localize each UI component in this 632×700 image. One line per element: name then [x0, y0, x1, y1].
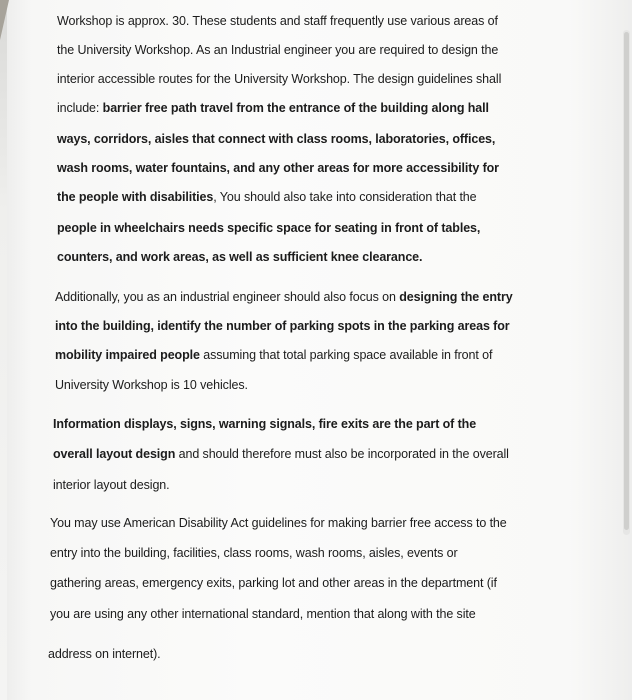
text-line: [57, 160, 499, 176]
text-line: [57, 71, 501, 87]
text-span: include:: [57, 101, 103, 115]
text-span: You may use American Disability Act guidelines for making barrier free access to the: [50, 516, 507, 530]
bold-text-span: wash rooms, water fountains, and any other areas for more accessibility for: [57, 161, 499, 175]
text-line: [57, 100, 489, 116]
scrollbar-thumb[interactable]: [624, 32, 629, 530]
text-line: [53, 446, 509, 462]
text-line: [50, 606, 476, 622]
bold-text-span: Information displays, signs, warning signals, fire exits are the part of the: [53, 417, 477, 431]
text-span: Workshop is approx. 30. These students and staff frequently use various areas of: [57, 14, 498, 28]
text-span: interior accessible routes for the University Workshop. The design guidelines shall: [57, 72, 502, 86]
bold-text-span: ways, corridors, aisles that connect with class rooms, laboratories, offices,: [57, 132, 496, 146]
text-span: interior layout design.: [53, 478, 170, 492]
text-line: [57, 249, 422, 265]
text-line: [55, 289, 513, 305]
text-line: [55, 347, 492, 363]
text-line: [50, 575, 497, 591]
bold-text-span: designing the entry: [399, 290, 513, 304]
text-span: you are using any other international standard, mention that along with the site: [50, 607, 476, 621]
text-line: [50, 515, 507, 531]
text-line: [57, 42, 498, 58]
text-line: [55, 377, 248, 393]
text-span: entry into the building, facilities, class rooms, wash rooms, aisles, events or: [50, 546, 458, 560]
text-span: address on internet).: [48, 647, 161, 661]
text-line: [57, 13, 498, 29]
corner-shadow: [0, 0, 9, 40]
text-span: assuming that total parking space available in front of: [199, 348, 493, 362]
bold-text-span: overall layout design: [53, 447, 176, 461]
bold-text-span: people in wheelchairs needs specific space for seating in front of tables,: [57, 221, 481, 235]
bold-text-span: barrier free path travel from the entrance of the building along hall: [102, 101, 489, 115]
text-line: [57, 189, 477, 205]
bold-text-span: mobility impaired people: [55, 348, 200, 362]
text-span: and should therefore must also be incorporated in the overall: [175, 447, 509, 461]
text-line: [48, 646, 161, 662]
text-line: [53, 477, 170, 493]
bold-text-span: the people with disabilities: [57, 190, 214, 204]
bold-text-span: counters, and work areas, as well as sufficient knee clearance.: [57, 250, 423, 264]
text-span: gathering areas, emergency exits, parking lot and other areas in the department (if: [50, 576, 497, 590]
text-span: Additionally, you as an industrial engineer should also focus on: [55, 290, 400, 304]
text-line: [57, 131, 495, 147]
text-span: University Workshop is 10 vehicles.: [55, 378, 248, 392]
text-line: [55, 318, 510, 334]
page-edge-shadow: [0, 0, 7, 700]
text-line: [53, 416, 476, 432]
bold-text-span: into the building, identify the number of parking spots in the parking areas for: [55, 319, 510, 333]
text-line: [57, 220, 480, 236]
text-span: , You should also take into consideration that the: [213, 190, 477, 204]
text-span: the University Workshop. As an Industrial engineer you are required to design the: [57, 43, 499, 57]
text-line: [50, 545, 458, 561]
